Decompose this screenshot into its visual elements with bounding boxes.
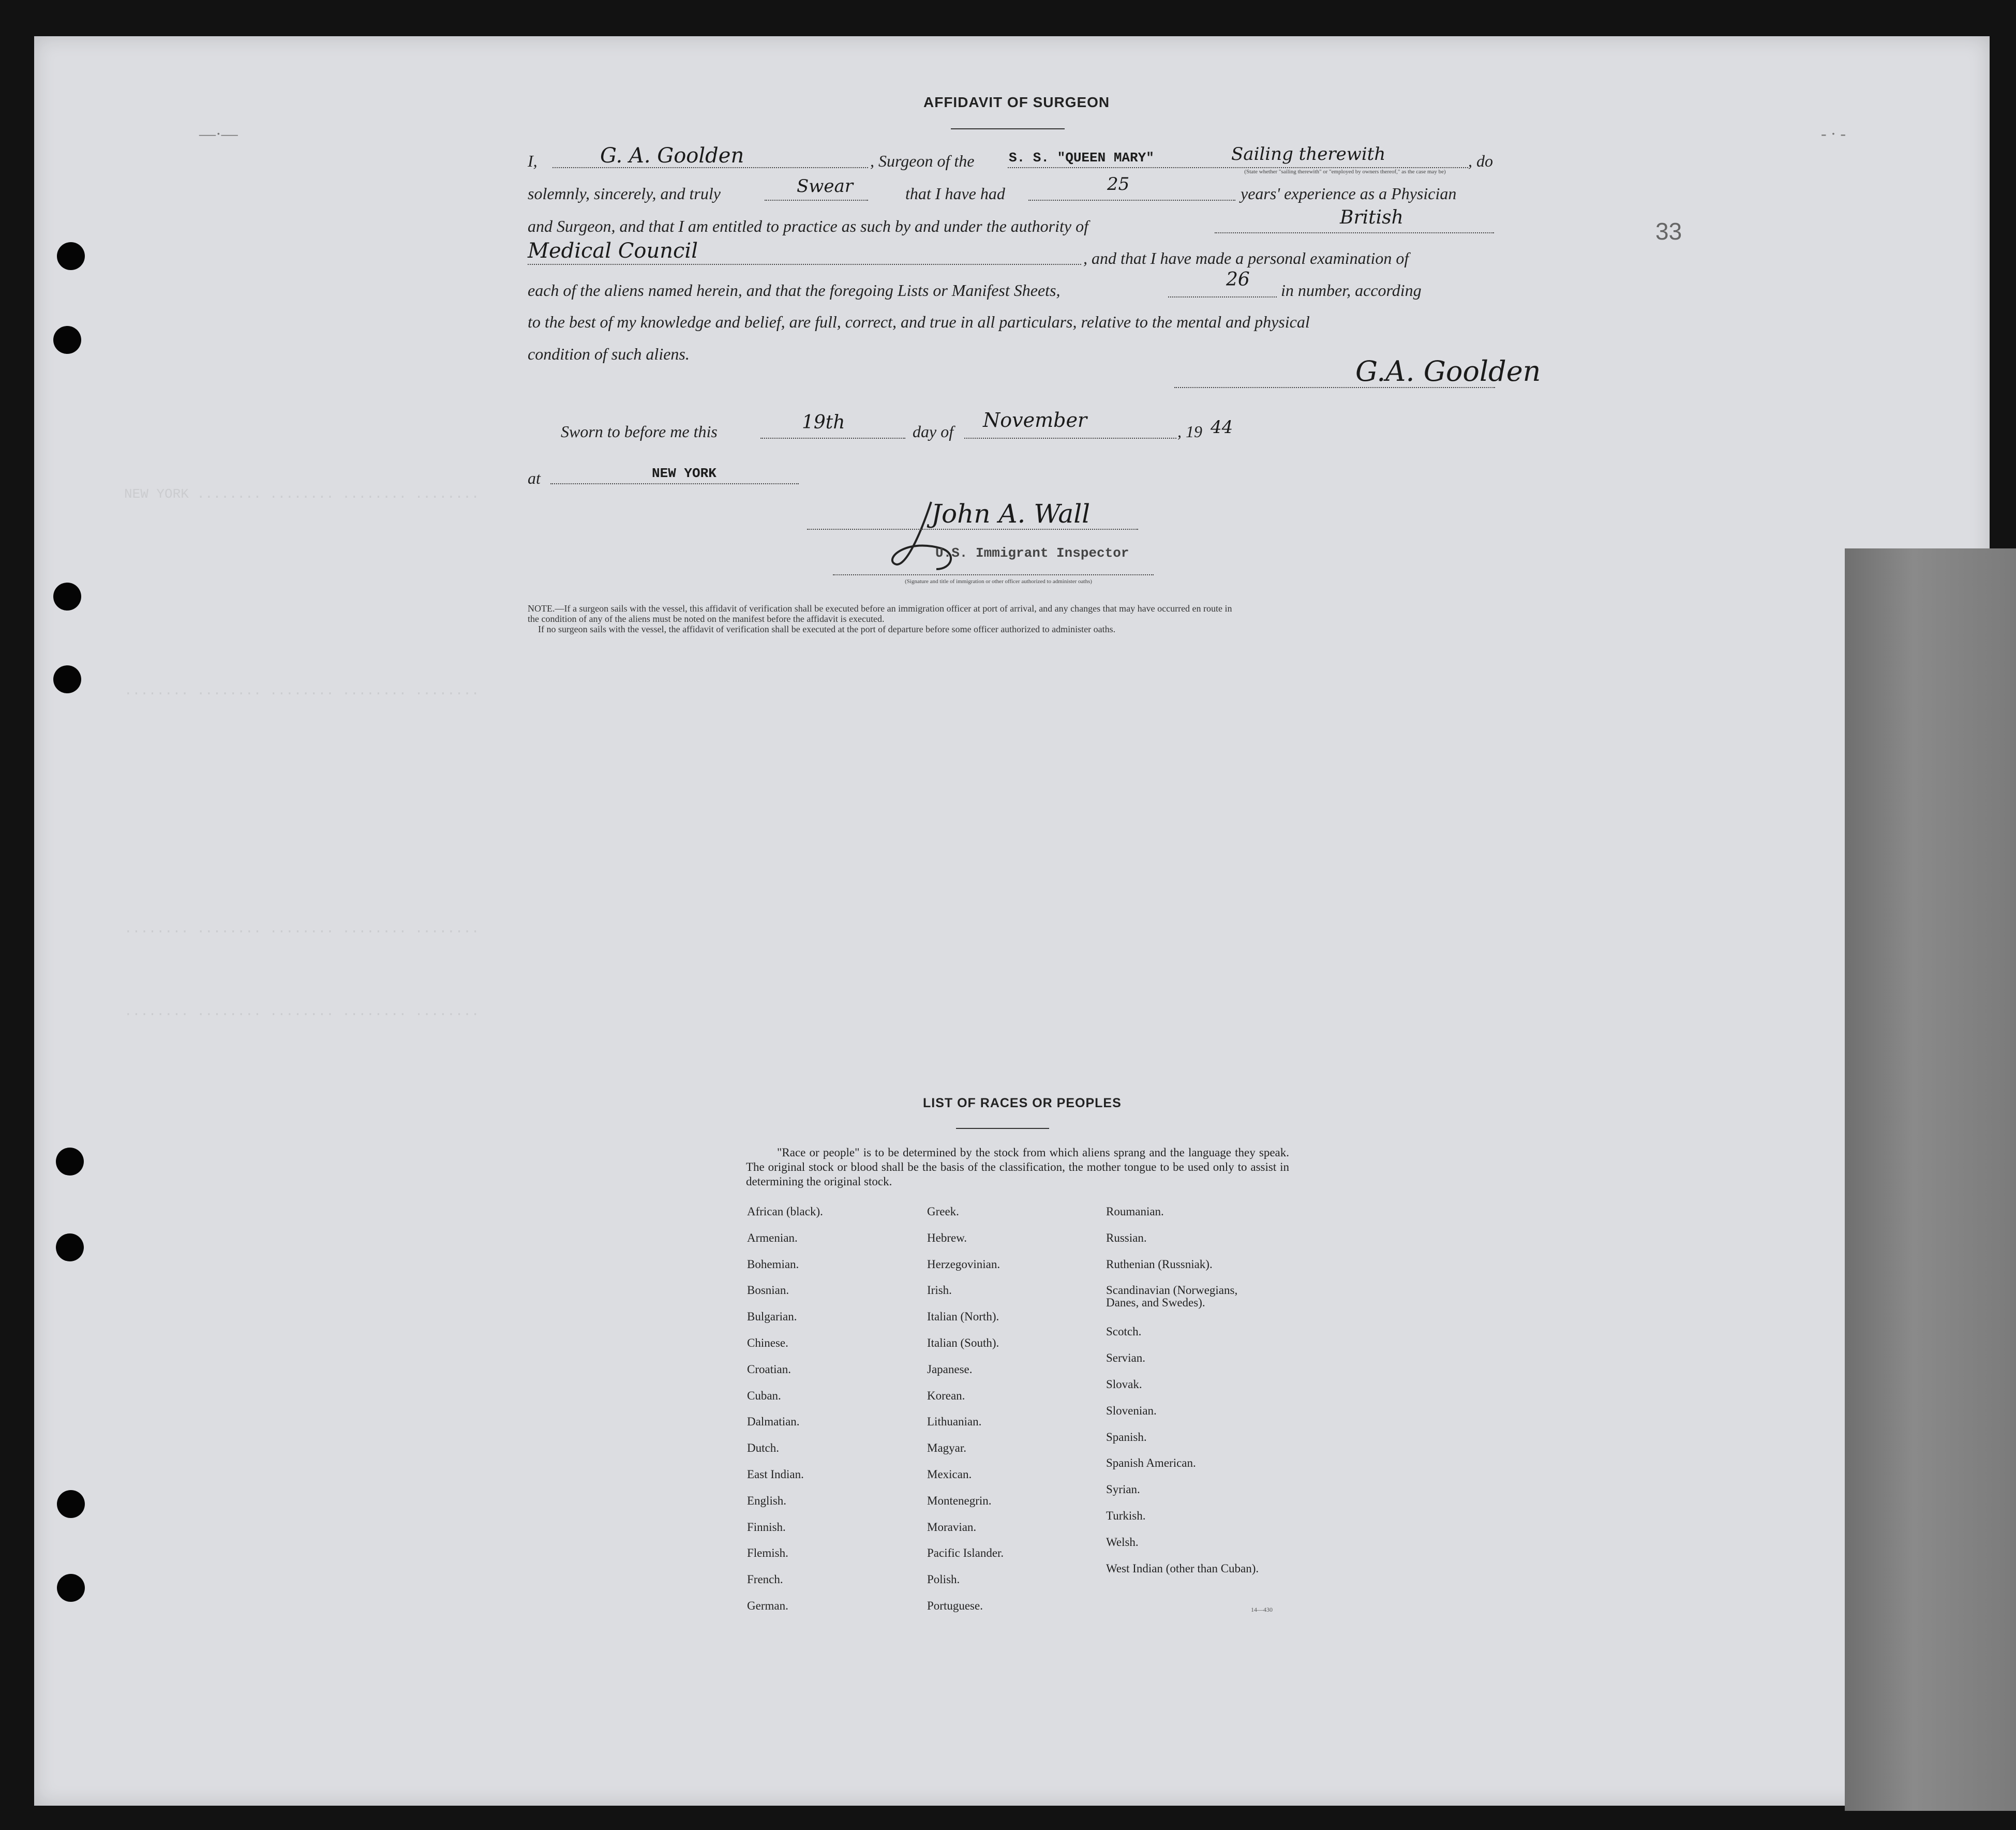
label-do: , do — [1468, 152, 1493, 170]
bleed-through: NEW YORK ........ ........ ........ ........ — [124, 486, 480, 502]
ship-name: S. S. "QUEEN MARY" — [1009, 150, 1154, 166]
race-item: Lithuanian. — [927, 1415, 982, 1429]
field-line — [528, 264, 1081, 265]
race-item: Pacific Islander. — [927, 1546, 1004, 1560]
field-line — [1028, 200, 1235, 201]
race-item: Syrian. — [1106, 1483, 1140, 1496]
years-experience: 25 — [1107, 174, 1130, 195]
race-item: Cuban. — [747, 1389, 781, 1402]
race-item: Irish. — [927, 1284, 952, 1297]
scan-edge-strip — [1845, 548, 2016, 1811]
bleed-through: ........ ........ ........ ........ ........ — [124, 683, 480, 698]
races-intro: "Race or people" is to be determined by the stock from which aliens sprang and the language they speak. The original stock or blood shall be the basis of the classification, the mother tongue to be used only to assist in determining the original stock. — [746, 1146, 1289, 1188]
label-years-exp: years' experience as a Physician — [1241, 184, 1457, 203]
race-item: Turkish. — [1106, 1509, 1146, 1522]
race-item: Armenian. — [747, 1231, 798, 1244]
races-column-2 — [927, 1206, 1004, 1626]
label-examination: , and that I have made a personal examination of — [1083, 249, 1409, 267]
race-item: Polish. — [927, 1573, 960, 1586]
label-and-surgeon: and Surgeon, and that I am entitled to practice as such by and under the authority of — [528, 217, 1088, 235]
surgeon-signature: G.A. Goolden — [1355, 355, 1541, 388]
field-line — [1168, 296, 1277, 297]
binder-hole — [57, 1574, 85, 1602]
race-item: Portuguese. — [927, 1599, 983, 1612]
race-item: Welsh. — [1106, 1535, 1139, 1549]
corner-mark: - · - — [1821, 124, 1846, 143]
race-item: Dalmatian. — [747, 1415, 800, 1429]
race-item: East Indian. — [747, 1467, 804, 1481]
race-item: Japanese. — [927, 1362, 973, 1376]
race-item: Russian. — [1106, 1231, 1147, 1244]
field-line — [1008, 167, 1468, 168]
binder-hole — [57, 1490, 85, 1518]
races-column-3 — [1106, 1206, 1261, 1588]
binder-hole — [57, 242, 85, 270]
binder-hole — [53, 326, 81, 354]
label-best: to the best of my knowledge and belief, are full, correct, and true in all particulars, relative to the mental and physical — [528, 313, 1310, 331]
field-line — [964, 438, 1176, 439]
race-item: Scotch. — [1106, 1325, 1142, 1338]
race-item: Scandinavian (Norwegians, Danes, and Swedes). — [1106, 1284, 1238, 1310]
inspector-title: U.S. Immigrant Inspector — [935, 545, 1129, 561]
form-number: 14—430 — [1251, 1606, 1273, 1613]
field-line — [550, 483, 799, 484]
inspector-signature: John A. Wall — [931, 499, 1091, 529]
race-item: Slovenian. — [1106, 1404, 1157, 1417]
race-item: Croatian. — [747, 1362, 791, 1376]
binder-hole — [56, 1148, 84, 1176]
label-each: each of the aliens named herein, and that the foregoing Lists or Manifest Sheets, — [528, 281, 1061, 300]
field-line — [1215, 232, 1494, 233]
inspector-caption: (Signature and title of immigration or other officer authorized to administer oaths) — [905, 578, 1092, 585]
signature-line — [1174, 387, 1495, 388]
race-item: Slovak. — [1106, 1377, 1142, 1391]
authority-line1: British — [1340, 207, 1403, 228]
race-item: Finnish. — [747, 1520, 786, 1534]
race-item: Bulgarian. — [747, 1310, 797, 1323]
signature-line — [807, 529, 1138, 530]
race-item: Ruthenian (Russniak). — [1106, 1257, 1213, 1271]
race-item: Mexican. — [927, 1467, 972, 1481]
label-condition: condition of such aliens. — [528, 345, 690, 363]
field-line — [760, 438, 905, 439]
race-item: African (black). — [747, 1205, 823, 1218]
race-item: Herzegovinian. — [927, 1257, 1000, 1271]
note-line: If no surgeon sails with the vessel, the affidavit of verification shall be executed at the port of departure before some officer authorized to administer oaths. — [538, 624, 1116, 634]
label-at: at — [528, 469, 541, 487]
sworn-year: 44 — [1211, 417, 1233, 438]
label-i: I, — [528, 152, 537, 170]
race-item: Greek. — [927, 1205, 959, 1218]
surgeon-name: G. A. Goolden — [600, 144, 744, 168]
race-item: Chinese. — [747, 1336, 788, 1349]
race-item: Spanish American. — [1106, 1456, 1196, 1470]
race-item: Flemish. — [747, 1546, 788, 1560]
sworn-day: 19th — [802, 412, 845, 433]
binder-hole — [56, 1233, 84, 1261]
race-item: Bohemian. — [747, 1257, 799, 1271]
race-item: German. — [747, 1599, 788, 1612]
oath-word: Swear — [797, 176, 854, 197]
sailing-status: Sailing therewith — [1231, 144, 1386, 165]
race-item: Bosnian. — [747, 1284, 789, 1297]
binder-hole — [53, 665, 81, 693]
signature-line — [833, 574, 1154, 575]
label-sworn: Sworn to before me this — [561, 422, 718, 441]
sworn-place: NEW YORK — [652, 466, 716, 481]
race-item: Moravian. — [927, 1520, 977, 1534]
note-line: the condition of any of the aliens must be noted on the manifest before the affidavit is executed. — [528, 614, 885, 624]
sworn-month: November — [983, 409, 1087, 432]
race-item: Servian. — [1106, 1351, 1146, 1365]
race-item: Korean. — [927, 1389, 965, 1402]
field-line — [765, 200, 868, 201]
race-item: Hebrew. — [927, 1231, 967, 1244]
label-have-had: that I have had — [905, 184, 1005, 203]
race-item: Spanish. — [1106, 1430, 1147, 1444]
sailing-note: (State whether "sailing therewith" or "employed by owners thereof," as the case may be) — [1244, 169, 1446, 175]
race-item: Italian (North). — [927, 1310, 999, 1323]
races-title: LIST OF RACES OR PEOPLES — [923, 1096, 1122, 1110]
affidavit-note — [528, 603, 1495, 634]
page-number: 33 — [1655, 218, 1682, 245]
affidavit-title: AFFIDAVIT OF SURGEON — [923, 94, 1110, 110]
label-day-of: day of — [913, 422, 954, 441]
race-item: West Indian (other than Cuban). — [1106, 1561, 1259, 1575]
race-item: Italian (South). — [927, 1336, 999, 1349]
title-underline — [951, 128, 1065, 129]
race-item: Roumanian. — [1106, 1205, 1164, 1218]
race-item: Montenegrin. — [927, 1494, 992, 1507]
race-item: Magyar. — [927, 1441, 967, 1455]
label-year-prefix: , 19 — [1177, 422, 1202, 441]
race-item: French. — [747, 1573, 783, 1586]
sheet-count: 26 — [1226, 269, 1250, 290]
label-solemnly: solemnly, sincerely, and truly — [528, 184, 721, 203]
race-item: English. — [747, 1494, 787, 1507]
note-line: NOTE.—If a surgeon sails with the vessel, this affidavit of verification shall be executed before an immigration officer at port of arrival, and any changes that may have occurred en route in — [528, 603, 1232, 614]
races-column-1 — [747, 1206, 823, 1626]
authority-line2: Medical Council — [528, 239, 698, 263]
race-item: Dutch. — [747, 1441, 779, 1455]
races-title-underline — [956, 1128, 1049, 1129]
binder-hole — [53, 583, 81, 611]
corner-mark: —·— — [199, 124, 238, 143]
label-in-number: in number, according — [1281, 281, 1422, 300]
label-surgeon-of: , Surgeon of the — [870, 152, 975, 170]
bleed-through: ........ ........ ........ ........ ........ — [124, 1004, 480, 1019]
bleed-through: ........ ........ ........ ........ ........ — [124, 921, 480, 936]
